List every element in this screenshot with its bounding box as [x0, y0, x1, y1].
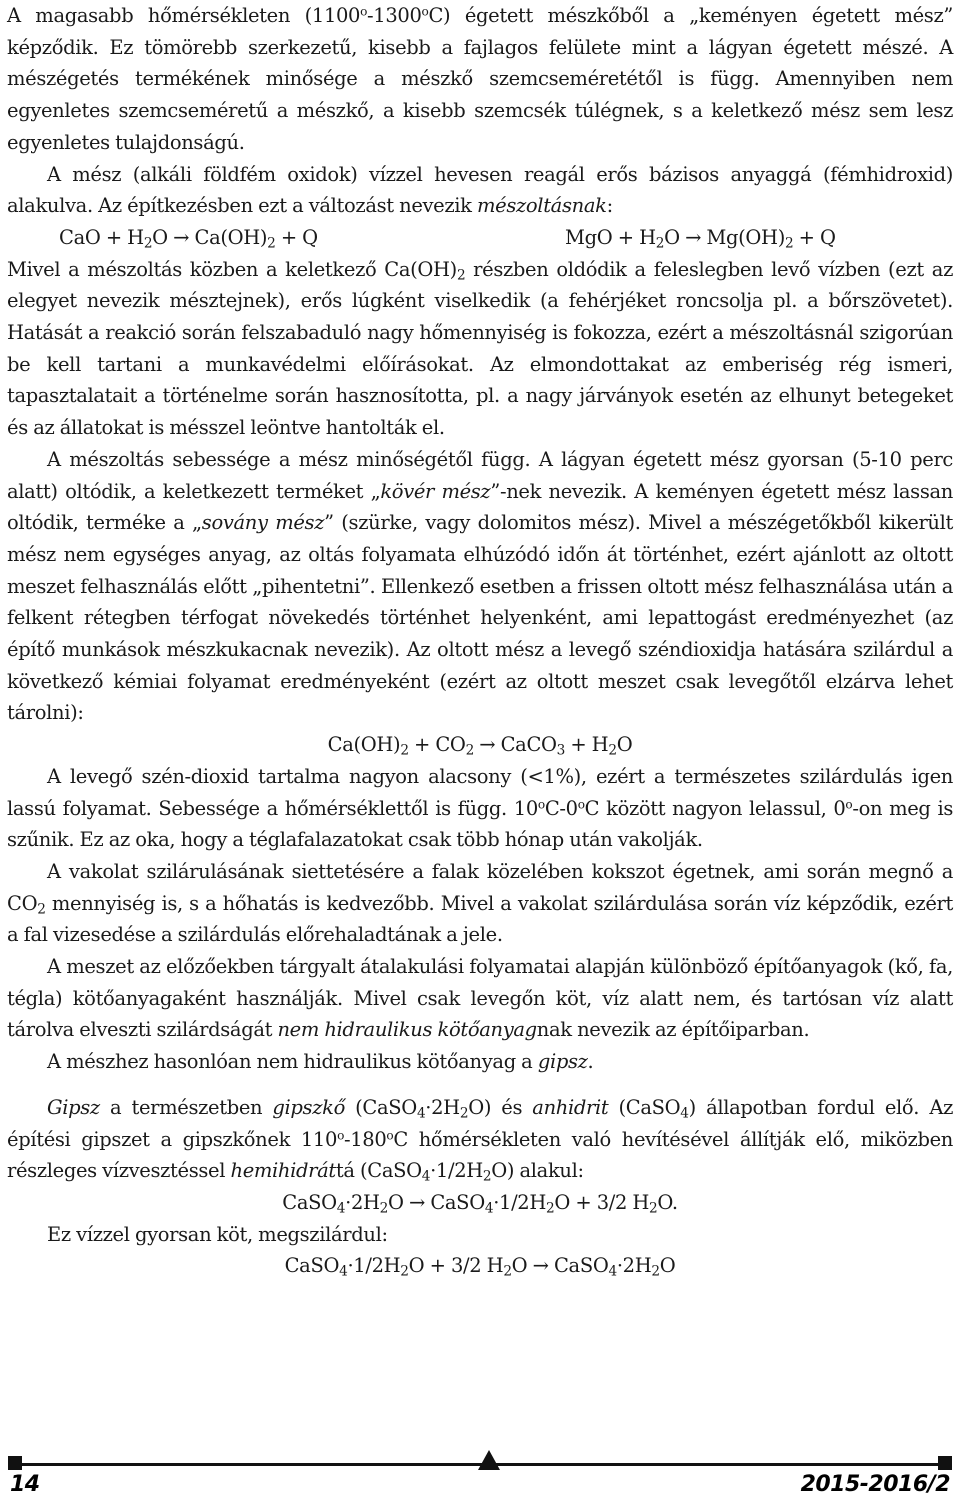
text-run: + Q	[275, 225, 318, 249]
text-run: O → Mg(OH)	[664, 225, 785, 249]
superscript: o	[845, 796, 853, 811]
superscript: o	[360, 4, 368, 19]
footer-triangle	[478, 1450, 500, 1470]
text-run: :	[606, 194, 613, 218]
text-run: nak nevezik az építőiparban.	[536, 1018, 810, 1042]
superscript: o	[386, 1127, 394, 1142]
text-run: CaO + H	[59, 225, 144, 249]
text-run: C-0	[544, 796, 578, 820]
italic-term: hemihidrát	[230, 1159, 336, 1183]
superscript: o	[421, 4, 429, 19]
paragraph	[7, 254, 953, 444]
paragraph	[7, 1219, 953, 1251]
paragraph	[7, 0, 953, 159]
text-run: A mészhez hasonlóan nem hidraulikus kötőanyag a	[47, 1050, 538, 1074]
subscript: 2	[379, 1200, 389, 1217]
paragraph	[7, 1046, 953, 1078]
subscript: 2	[400, 1263, 409, 1280]
text-run: C) égetett mészkőből a „keményen égetett mész” képződik. Ez tömörebb szerkezetű, kisebb a fajlagos felülete mint a lágyan égetett mészé. A mészégetés termékének minősége a mészkő szemcseméretétől is függ. Amennyiben nem egyenletes szemcseméretű a mészkő, a kisebb szemcsék túlégnek, s a keletkező mész sem lesz egyenletes tulajdonságú.	[7, 4, 953, 154]
section-1	[7, 0, 953, 222]
text-run: MgO + H	[565, 225, 656, 249]
text-run: (CaSO	[345, 1095, 417, 1119]
subscript: 2	[649, 1200, 658, 1217]
subscript: 2	[37, 901, 46, 918]
text-run: O.	[657, 1190, 678, 1214]
italic-term: Gipsz	[47, 1095, 100, 1119]
text-run: tá (CaSO	[335, 1159, 422, 1183]
superscript: o	[537, 796, 545, 811]
page-footer	[8, 1452, 952, 1502]
paragraph-gap	[7, 1078, 953, 1092]
text-run: ·2H	[425, 1095, 460, 1119]
text-run: -1300	[367, 4, 422, 27]
text-run: -180	[343, 1127, 387, 1151]
text-run: .	[587, 1050, 594, 1074]
text-run: O) és	[468, 1095, 533, 1119]
subscript: 2	[608, 742, 617, 759]
subscript: 2	[482, 1168, 492, 1185]
text-run: A mész (alkáli földfém oxidok) vízzel hevesen reagál erős bázisos anyaggá (fémhidroxid) alakulva. Az építkezésben ezt a változást nevezik	[7, 162, 953, 218]
subscript: 2	[784, 235, 794, 252]
text-run: mennyiség is, s a hőhatás is kedvezőbb. Mivel a vakolat szilárdulása során víz képződik, ezért a fal vizesedése a szilárdulás előrehaladtának a jele.	[7, 891, 953, 947]
subscript: 4	[680, 1105, 689, 1122]
text-run: Ez vízzel gyorsan köt, megszilárdul:	[47, 1222, 388, 1246]
text-run: O	[659, 1254, 676, 1278]
text-run: O + 3/2 H	[554, 1190, 650, 1214]
section-3	[7, 761, 953, 1078]
text-run: A meszet az előzőekben tárgyalt átalakulási folyamatai alapján különböző építőanyagok (kő, fa, tégla) kötőanyagaként használják. Mivel csak levegőn köt, víz alatt nem, és tartósan víz alatt tárolva elveszti szilárdságát	[7, 955, 953, 1042]
italic-term: kövér mész	[380, 479, 491, 503]
footer-square-right	[938, 1456, 952, 1470]
subscript: 2	[267, 235, 276, 252]
text-run: O	[616, 733, 633, 757]
text-run: -on meg is szűnik. Ez az oka, hogy a téglafalazatokat csak több hónap után vakolják.	[7, 796, 954, 852]
subscript: 2	[503, 1263, 512, 1280]
text-run: ”-nek nevezik. A keményen égetett mész lassan oltódik, terméke a „	[7, 479, 953, 535]
text-run: O → Ca(OH)	[152, 225, 268, 249]
paragraph	[7, 761, 953, 856]
text-run: A levegő szén-dioxid tartalma nagyon alacsony (<1%), ezért a természetes szilárdulás igen lassú folyamat. Sebessége a hőmérséklettől is függ. 10	[7, 764, 953, 820]
superscript: o	[577, 796, 585, 811]
text-run: ·1/2H	[493, 1190, 547, 1214]
text-run: a természetben	[99, 1095, 273, 1119]
paragraph	[7, 444, 953, 729]
text-run: O + 3/2 H	[408, 1254, 504, 1278]
text-run: A mészoltás sebessége a mész minőségétől függ. A lágyan égetett mész gyorsan (5-10 perc alatt) oltódik, a keletkezett terméket „	[7, 447, 953, 503]
text-run: (CaSO	[608, 1095, 681, 1119]
text-run: ) állapotban fordul elő. Az építési gipszet a gipszkőnek 110	[7, 1095, 953, 1151]
text-run: + H	[565, 733, 609, 757]
italic-term: anhidrit	[532, 1095, 609, 1119]
paragraph	[7, 1092, 953, 1187]
text-run: CaSO	[284, 1254, 340, 1278]
section-4	[7, 1092, 953, 1187]
text-run: Ca(OH)	[327, 733, 401, 757]
subscript: 2	[400, 742, 409, 759]
subscript: 2	[546, 1200, 555, 1217]
paragraph	[7, 159, 953, 222]
text-run: C között nagyon lelassul, 0	[584, 796, 846, 820]
subscript: 2	[655, 235, 665, 252]
equation-pair	[7, 222, 953, 254]
subscript: 2	[465, 742, 474, 759]
text-run: ·2H	[345, 1190, 380, 1214]
section-5	[7, 1219, 953, 1251]
equation-cao	[7, 222, 527, 254]
italic-term: gipsz	[537, 1050, 588, 1074]
subscript: 3	[556, 742, 565, 759]
text-run: ·1/2H	[347, 1254, 401, 1278]
subscript: 4	[416, 1105, 426, 1122]
text-run: Mivel a mészoltás közben a keletkező Ca(OH)	[7, 257, 457, 281]
equation-hemihydrate	[7, 1187, 953, 1219]
superscript: o	[337, 1127, 344, 1142]
text-run: + Q	[793, 225, 836, 249]
text-run: ” (szürke, vagy dolomitos mész). Mivel a mészégetőkből kikerült mész nem egységes anyag, az oltás folyamata elhúzódó időn át történhet, ezért ajánlott az oltott meszet felhasználás előtt „pihentetni”. Ellenkező esetben a frissen oltott mész felhasználása után a felkent rétegben térfogat növekedés történhet helyenként, ami lepattogást eredményezhet (az építő munkások mészkukacnak nevezik). Az oltott mész a levegő széndioxidja hatására szilárdul a következő kémiai folyamat eredményeként (ezért az oltott meszet csak levegőtől elzárva lehet tárolni):	[7, 511, 954, 725]
issue-number: 2015-2016/2	[800, 1472, 950, 1497]
equation-carbonation	[7, 729, 953, 761]
subscript: 4	[421, 1168, 431, 1185]
italic-term: sovány mész	[201, 511, 325, 535]
equation-mgo	[527, 222, 836, 254]
subscript: 4	[608, 1263, 617, 1280]
text-run: O → CaSO	[511, 1254, 609, 1278]
section-2	[7, 254, 953, 730]
text-run: A vakolat szilárulásának siettetésére a falak közelében kokszot égetnek, ami során megnő a CO	[7, 859, 953, 915]
text-run: → CaCO	[473, 733, 557, 757]
footer-square-left	[8, 1456, 22, 1470]
italic-term: gipszkő	[272, 1095, 345, 1119]
subscript: 4	[336, 1200, 346, 1217]
paragraph	[7, 856, 953, 951]
text-run: A magasabb hőmérsékleten (1100	[7, 4, 361, 27]
italic-term: nem hidraulikus kötőanyag	[277, 1018, 537, 1042]
subscript: 4	[484, 1200, 494, 1217]
subscript: 2	[459, 1105, 469, 1122]
text-run: CaSO	[282, 1190, 337, 1214]
text-run: ·2H	[616, 1254, 652, 1278]
subscript: 2	[456, 267, 466, 284]
italic-term: mészoltásnak	[477, 194, 607, 218]
subscript: 4	[339, 1263, 348, 1280]
equation-setting	[7, 1250, 953, 1282]
text-run: részben oldódik a feleslegben levő vízben (ezt az elegyet nevezik mésztejnek), erős lúgként viselkedik (a fehérjéket roncsolja pl. a bőrszövetet). Hatását a reakció során felszabaduló nagy hőmennyiség is fokozza, ezért a mészoltásnál szigorúan be kell tartani a munkavédelmi előírásokat. Az elmondottakat az emberiség rég ismeri, tapasztalatait a történelme során hasznosította, pl. a nagy járványok esetén az elhunyt betegeket és az állatokat is mésszel leöntve hantolták el.	[7, 257, 953, 440]
text-run: O → CaSO	[388, 1190, 485, 1214]
text-run: ·1/2H	[430, 1159, 483, 1183]
text-run: C hőmérsékleten való hevítésével állítják elő, miközben részleges vízvesztéssel	[7, 1127, 953, 1183]
page-body	[7, 0, 953, 1282]
paragraph	[7, 951, 953, 1046]
text-run: + CO	[408, 733, 466, 757]
subscript: 2	[651, 1263, 660, 1280]
text-run: O) alakul:	[491, 1159, 584, 1183]
page-number: 14	[10, 1472, 40, 1497]
subscript: 2	[143, 235, 153, 252]
